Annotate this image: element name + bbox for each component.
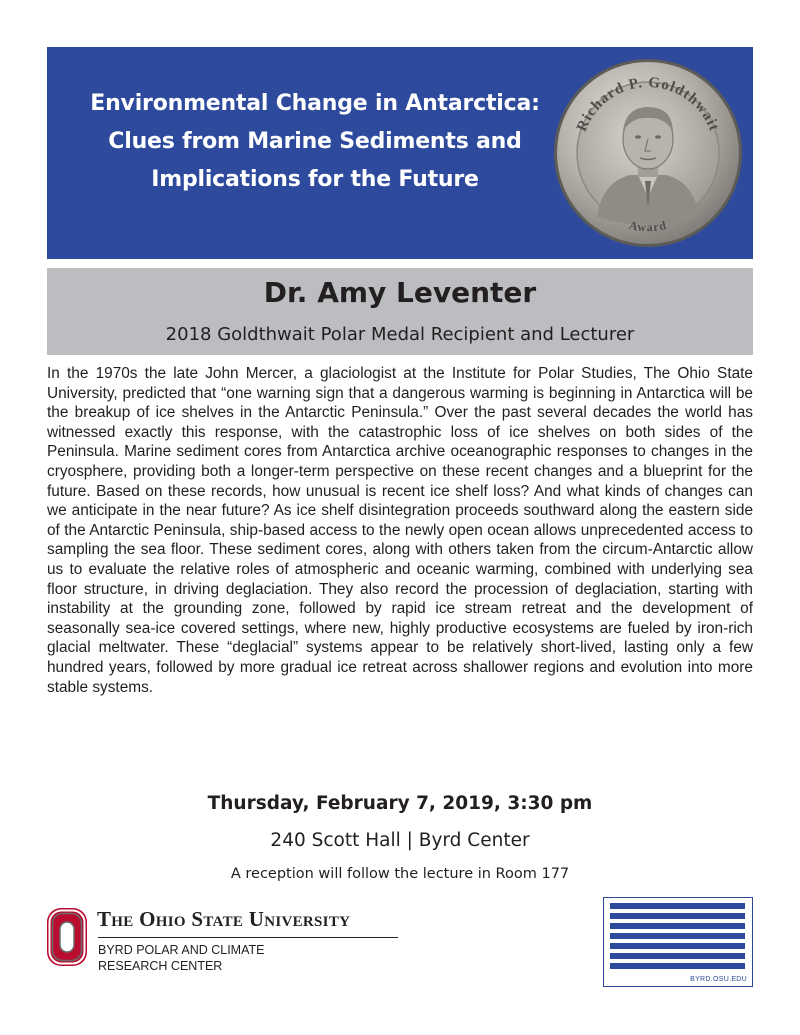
lecture-title (55, 85, 575, 199)
speaker-honor: 2018 Goldthwait Polar Medal Recipient and Lecturer (165, 324, 635, 345)
lecture-title-line-1: Environmental Change in Antarctica: (90, 91, 540, 116)
research-center-line-1: BYRD POLAR AND CLIMATE (98, 943, 265, 957)
divider (98, 937, 398, 938)
university-name: The Ohio State University (97, 907, 351, 931)
osu-signature (47, 905, 407, 985)
block-o-logo-icon (47, 908, 87, 966)
event-location: 240 Scott Hall | Byrd Center (270, 830, 530, 851)
medal-inscription-top: Richard P. Goldthwait (574, 74, 722, 134)
research-center-name (98, 942, 358, 974)
lecture-title-line-3: Implications for the Future (151, 167, 479, 192)
medal-inscription-bottom: Award (627, 217, 669, 235)
event-reception-note: A reception will follow the lecture in Room 177 (230, 866, 570, 882)
event-date-time: Thursday, February 7, 2019, 3:30 pm (207, 793, 593, 814)
speaker-panel (47, 268, 753, 355)
byrd-url: BYRD.OSU.EDU (690, 976, 747, 983)
byrd-stripes-icon (610, 903, 745, 971)
lecture-abstract: In the 1970s the late John Mercer, a glaciologist at the Institute for Polar Studies, The Ohio State University, predicted that “one warning sign that a dangerous warming is beginning in Antarctica will be the breakup of ice shelves in the Antarctic Peninsula.” Over the past several decades the world has witnessed exactly this response, with the catastrophic loss of ice shelves on both sides of the Peninsula. Marine sediment cores from Antarctica archive oceanographic responses to changes in the cryosphere, providing both a longer-term perspective on these recent changes and a blueprint for the future. Based on these records, how unusual is recent ice shelf loss? And what kinds of changes can we anticipate in the near future? As ice shelf disintegration proceeds southward along the eastern side of the Antarctic Peninsula, ship-based access to the newly open ocean allows unprecedented access to sampling the sea floor. These sediment cores, along with others taken from the circum-Antarctic allow us to evaluate the relative roles of atmospheric and oceanic warming, combined with underlying sea floor structure, in driving deglaciation. They also record the procession of deglaciation, starting with instability at the grounding zone, followed by rapid ice stream retreat and the development of seasonally sea-ice covered settings, where new, highly productive ecosystems are fueled by iron-rich glacial meltwater. These “deglacial” systems appear to be relatively short-lived, lasting only a few hundred years, followed by more gradual ice retreat across shallower regions and evolution into more stable systems. (47, 365, 753, 696)
speaker-name: Dr. Amy Leventer (263, 276, 537, 309)
lecture-title-line-2: Clues from Marine Sediments and (108, 129, 522, 154)
title-banner (47, 47, 753, 259)
byrd-center-logo (603, 897, 753, 987)
goldthwait-medal-icon (552, 57, 744, 249)
research-center-line-2: RESEARCH CENTER (98, 959, 223, 973)
svg-text:Award (628, 218, 668, 234)
